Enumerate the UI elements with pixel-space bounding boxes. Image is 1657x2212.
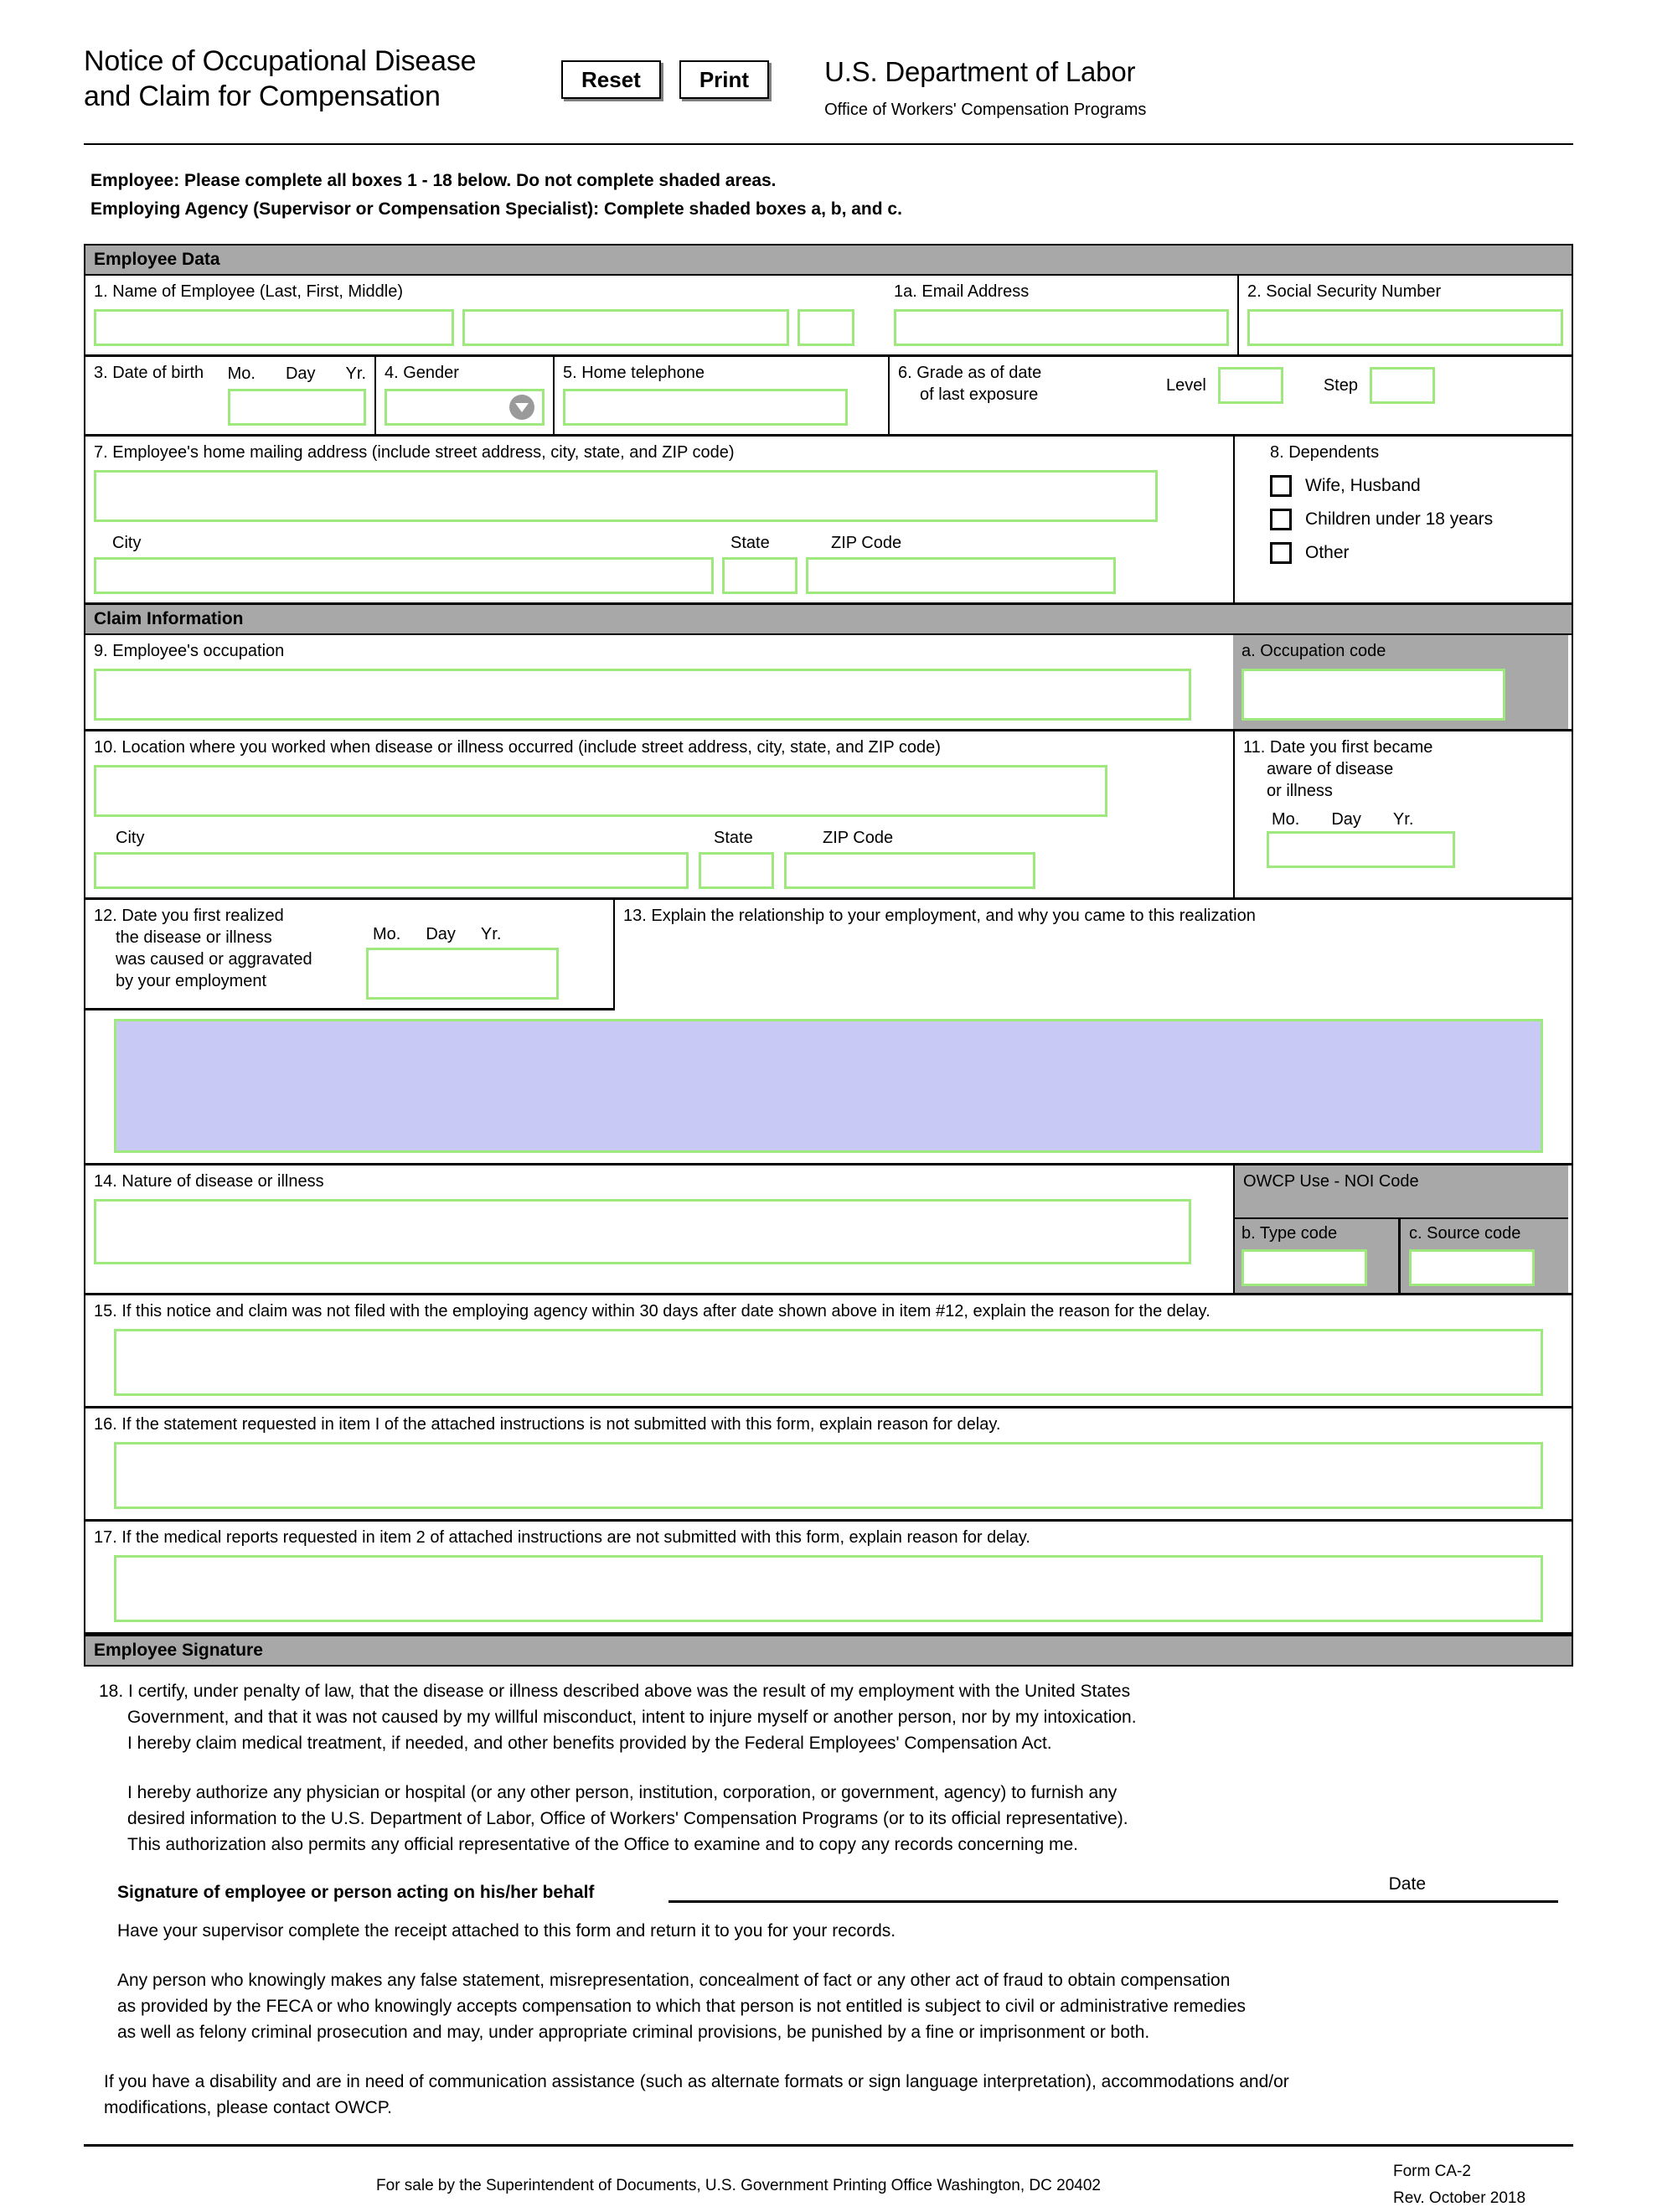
q6-label-line1: 6. Grade as of date [898, 364, 1042, 382]
dependent-other-label: Other [1305, 543, 1350, 562]
owcp-noi-label: OWCP Use - NOI Code [1243, 1172, 1419, 1191]
q10-label: 10. Location where you worked when disease or illness occurred (include street address, city, state, and ZIP code) [94, 738, 941, 757]
cert-p2-line3: This authorization also permits any official representative of the Office to examine and to copy any records concerning me. [127, 1835, 1078, 1854]
occupation-code-input[interactable] [1241, 669, 1505, 721]
row-occupation [85, 635, 1572, 731]
home-zip-input[interactable] [806, 557, 1116, 594]
section-header-claim-information: Claim Information [85, 605, 1572, 635]
q9-label: 9. Employee's occupation [94, 642, 285, 660]
home-state-label: State [730, 534, 770, 552]
checkbox-wife-husband[interactable] [1270, 475, 1292, 497]
penalty-line2: as provided by the FECA or who knowingly accepts compensation to which that person is not entitled is subject to civil or administrative remedies [117, 1997, 1246, 2016]
field-group-occupation [85, 635, 1233, 729]
field-group-grade [888, 357, 1572, 434]
print-button[interactable]: Print [679, 60, 769, 99]
delay-30-days-textarea[interactable] [114, 1329, 1543, 1396]
dob-yr-label: Yr. [345, 364, 366, 383]
cert-p2-line1: I hereby authorize any physician or hospital (or any other person, institution, corporation, or government, agency) to furnish any [127, 1783, 1118, 1802]
realized-day-label: Day [426, 925, 456, 943]
signature-row [99, 1874, 1558, 1903]
ada-line2: modifications, please contact OWCP. [104, 2098, 392, 2117]
q1-label: 1. Name of Employee (Last, First, Middle) [94, 282, 404, 301]
dob-input[interactable] [228, 389, 366, 426]
row-realized-explanation [85, 900, 1572, 1010]
qc-label: c. Source code [1409, 1224, 1521, 1243]
home-address-input[interactable] [94, 470, 1158, 522]
q12-label-line1: 12. Date you first realized [94, 907, 284, 925]
form-identifier [1393, 2158, 1573, 2212]
row-name-email-ssn [85, 276, 1572, 357]
row-delay-medical [85, 1522, 1572, 1635]
q17-label: 17. If the medical reports requested in item 2 of attached instructions are not submitted with this form, explain reason for delay. [94, 1528, 1030, 1547]
field-group-home-address [85, 437, 1233, 602]
home-telephone-input[interactable] [563, 389, 848, 426]
field-group-ssn [1237, 276, 1572, 354]
home-zip-label: ZIP Code [831, 534, 902, 552]
row-explanation-textarea [85, 1010, 1572, 1165]
page-title-line1: Notice of Occupational Disease [84, 45, 477, 77]
cert-p1-line1: 18. I certify, under penalty of law, that the disease or illness described above was the result of my employment with the United States [99, 1682, 1131, 1701]
certification-block [84, 1667, 1573, 2129]
form-revision: Rev. October 2018 [1393, 2189, 1526, 2207]
type-code-input[interactable] [1241, 1249, 1367, 1286]
name-last-input[interactable] [94, 309, 454, 346]
dependent-children-label: Children under 18 years [1305, 509, 1494, 529]
section-header-employee-data: Employee Data [85, 245, 1572, 276]
realized-date-input[interactable] [366, 948, 559, 1000]
penalty-line1: Any person who knowingly makes any false statement, misrepresentation, concealment of fact or any other act of fraud to obtain compensation [117, 1971, 1231, 1990]
field-group-realized-date [85, 900, 615, 1010]
field-group-work-location [85, 731, 1233, 897]
ada-notice [99, 2069, 1558, 2121]
cert-p2-line2: desired information to the U.S. Department of Labor, Office of Workers' Compensation Programs (or to its official representative). [127, 1809, 1128, 1828]
row-work-location [85, 731, 1572, 900]
field-group-name [85, 276, 885, 354]
q11-label-line2: aware of disease [1267, 760, 1394, 778]
home-state-input[interactable] [722, 557, 798, 594]
step-input[interactable] [1370, 367, 1435, 404]
row-delay-30-days [85, 1295, 1572, 1408]
field-group-owcp-use [1233, 1165, 1568, 1293]
aware-date-input[interactable] [1267, 831, 1455, 868]
realized-yr-label: Yr. [480, 925, 502, 943]
field-group-type-code [1235, 1219, 1401, 1293]
q4-label: 4. Gender [385, 364, 459, 382]
cert-p1-line3: I hereby claim medical treatment, if needed, and other benefits provided by the Federal Employees' Compensation Act. [127, 1734, 1052, 1753]
q6-label-line2: of last exposure [920, 385, 1039, 404]
signature-line[interactable] [668, 1900, 1558, 1903]
field-group-phone [553, 357, 888, 434]
receipt-note: Have your supervisor complete the receipt attached to this form and return it to you for your records. [117, 1921, 896, 1941]
agency-name: U.S. Department of Labor [824, 56, 1136, 87]
q12-label-line3: was caused or aggravated [116, 950, 312, 969]
dob-mo-label: Mo. [227, 364, 256, 383]
row-nature-owcp [85, 1165, 1572, 1295]
certification-paragraph-1 [99, 1678, 1558, 1756]
work-zip-label: ZIP Code [823, 829, 894, 847]
dependent-spouse-label: Wife, Husband [1305, 476, 1421, 495]
field-group-dob [85, 357, 374, 434]
work-state-input[interactable] [699, 852, 774, 889]
page-title [84, 44, 553, 114]
instruction-agency: Employing Agency (Supervisor or Compensation Specialist): Complete shaded boxes a, b, and c. [90, 199, 902, 219]
q5-label: 5. Home telephone [563, 364, 705, 382]
name-middle-input[interactable] [798, 309, 854, 346]
q11-label-line1: 11. Date you first became [1243, 738, 1433, 757]
delay-statement-textarea[interactable] [114, 1442, 1543, 1509]
email-input[interactable] [894, 309, 1229, 346]
home-city-label: City [112, 534, 142, 552]
dependent-option-children[interactable] [1243, 509, 1560, 530]
checkbox-other[interactable] [1270, 542, 1292, 564]
reset-button[interactable]: Reset [561, 60, 661, 99]
agency-office: Office of Workers' Compensation Programs [824, 101, 1147, 119]
q2-label: 2. Social Security Number [1247, 282, 1442, 301]
field-group-email [885, 276, 1237, 354]
dependent-option-other[interactable] [1243, 542, 1560, 564]
cert-p1-line2: Government, and that it was not caused by my willful misconduct, intent to injure myself or another person, nor by my intoxication. [127, 1708, 1137, 1727]
header-buttons [561, 60, 769, 99]
aware-mo-label: Mo. [1272, 810, 1300, 829]
instructions-block [90, 167, 1657, 224]
row-address-dependents [85, 437, 1572, 605]
date-label: Date [1388, 1874, 1426, 1894]
work-zip-input[interactable] [784, 852, 1035, 889]
delay-medical-textarea[interactable] [114, 1555, 1543, 1622]
form-body [84, 244, 1573, 1667]
row-delay-statement [85, 1408, 1572, 1522]
relationship-explanation-textarea[interactable] [114, 1019, 1543, 1153]
checkbox-children-under-18[interactable] [1270, 509, 1292, 530]
penalty-line3: as well as felony criminal prosecution and may, under appropriate criminal provisions, be punished by a fine or imprisonment or both. [117, 2023, 1150, 2042]
work-city-input[interactable] [94, 852, 689, 889]
qb-label: b. Type code [1241, 1224, 1338, 1243]
signature-label: Signature of employee or person acting on his/her behalf [117, 1883, 595, 1902]
dependent-option-spouse[interactable] [1243, 475, 1560, 497]
q12-label-line2: the disease or illness [116, 928, 272, 947]
header-divider [84, 143, 1573, 145]
certification-paragraph-2 [99, 1780, 1558, 1858]
q14-label: 14. Nature of disease or illness [94, 1172, 324, 1191]
field-group-dependents [1233, 437, 1568, 602]
home-city-input[interactable] [94, 557, 714, 594]
q13-label: 13. Explain the relationship to your employment, and why you came to this realization [623, 907, 1256, 925]
ssn-input[interactable] [1247, 309, 1563, 346]
q7-label: 7. Employee's home mailing address (include street address, city, state, and ZIP code) [94, 443, 735, 462]
work-address-input[interactable] [94, 765, 1107, 817]
instruction-employee: Employee: Please complete all boxes 1 - 18 below. Do not complete shaded areas. [90, 171, 777, 190]
qa-label: a. Occupation code [1241, 642, 1386, 660]
field-group-occupation-code [1233, 635, 1568, 729]
level-label: Level [1166, 375, 1206, 395]
for-sale-note: For sale by the Superintendent of Documents, U.S. Government Printing Office Washington, DC 20402 [376, 2177, 1101, 2194]
aware-yr-label: Yr. [1392, 810, 1414, 829]
page-title-line2: and Claim for Compensation [84, 80, 441, 112]
dob-day-label: Day [285, 364, 316, 383]
q16-label: 16. If the statement requested in item I of the attached instructions is not submitted with this form, explain reason for delay. [94, 1415, 1001, 1434]
aware-day-label: Day [1331, 810, 1361, 829]
field-group-nature [85, 1165, 1233, 1293]
q12-label-line4: by your employment [116, 972, 267, 990]
source-code-input[interactable] [1409, 1249, 1535, 1286]
q15-label: 15. If this notice and claim was not filed with the employing agency within 30 days after date shown above in item #12, explain the reason for the delay. [94, 1302, 1210, 1320]
page-footer [84, 2147, 1573, 2212]
occupation-input[interactable] [94, 669, 1191, 721]
name-first-input[interactable] [462, 309, 789, 346]
field-group-source-code [1401, 1219, 1567, 1293]
section-header-employee-signature: Employee Signature [85, 1635, 1572, 1665]
q11-label-line3: or illness [1267, 782, 1333, 800]
field-group-gender [374, 357, 553, 434]
page-header [0, 0, 1657, 120]
row-dob-gender-phone-grade [85, 357, 1572, 437]
q1a-label: 1a. Email Address [894, 282, 1030, 301]
realized-mo-label: Mo. [373, 925, 401, 943]
field-group-aware-date [1233, 731, 1568, 897]
chevron-down-icon[interactable] [509, 395, 534, 420]
nature-of-illness-textarea[interactable] [94, 1199, 1191, 1264]
q3-label: 3. Date of birth [94, 364, 204, 382]
field-group-explanation-label [615, 900, 1572, 1010]
level-input[interactable] [1218, 367, 1283, 404]
work-city-label: City [116, 829, 145, 847]
ada-line1: If you have a disability and are in need of communication assistance (such as alternate formats or sign language interpretation), accommodations and/or [104, 2072, 1289, 2091]
agency-block [824, 55, 1146, 120]
form-number: Form CA-2 [1393, 2163, 1471, 2180]
work-state-label: State [714, 829, 753, 847]
step-label: Step [1323, 375, 1358, 395]
q8-label: 8. Dependents [1270, 443, 1380, 462]
penalty-paragraph [99, 1967, 1558, 2045]
